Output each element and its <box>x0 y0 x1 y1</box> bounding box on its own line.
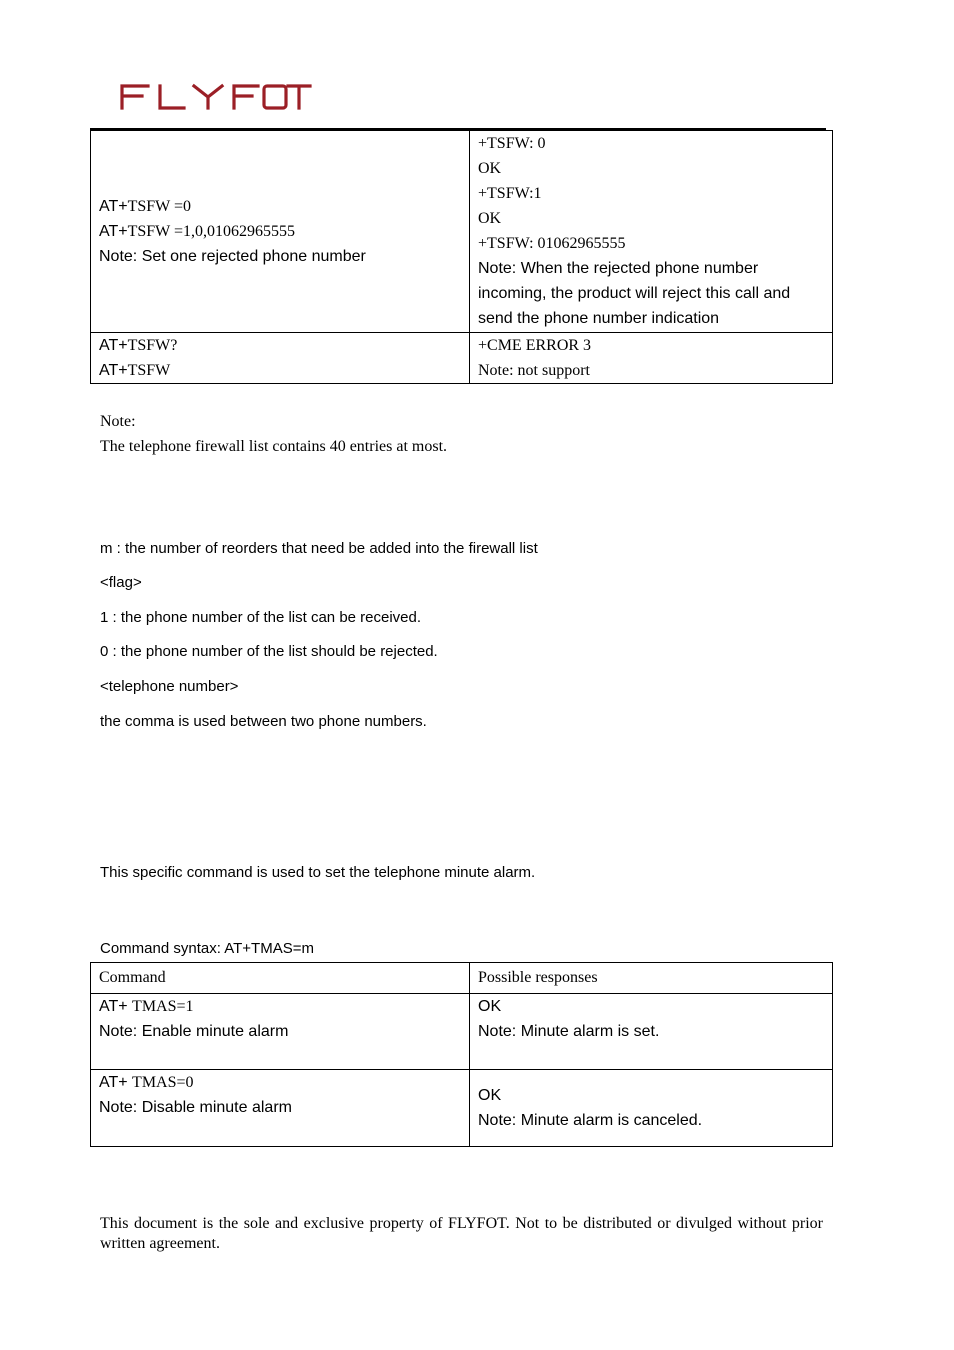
param-flag-label: <flag> <box>100 574 142 591</box>
param-m-desc: m : the number of reorders that need be added into the firewall list <box>100 540 538 557</box>
command-note: Note: Enable minute alarm <box>99 1023 289 1040</box>
footer-disclaimer: This document is the sole and exclusive property of FLYFOT. Not to be distributed or divulged without prior written agreement. <box>100 1215 823 1252</box>
response-cell <box>470 994 833 1070</box>
table-row <box>91 994 833 1070</box>
command-text: AT+ <box>99 223 128 240</box>
command-text: AT+ <box>99 998 133 1015</box>
flyfot-logo <box>118 82 312 112</box>
response-cell <box>470 333 833 384</box>
response-line: OK <box>478 210 502 227</box>
param-tel-label: <telephone number> <box>100 678 239 695</box>
response-line: +TSFW:1 <box>478 185 542 202</box>
command-value: TSFW =0 <box>127 198 192 215</box>
table-header-row <box>91 963 833 994</box>
response-line: +TSFW: 01062965555 <box>478 235 626 252</box>
tmas-description: This specific command is used to set the telephone minute alarm. <box>100 864 536 881</box>
col-command-header: Command <box>91 963 470 994</box>
command-value: TSFW? <box>127 337 178 354</box>
param-flag-0: 0 : the phone number of the list should be rejected. <box>100 643 438 660</box>
response-cell <box>470 131 833 333</box>
command-note: Note: Set one rejected phone number <box>99 248 366 265</box>
response-line: Note: not support <box>478 362 590 379</box>
table-row <box>91 1070 833 1147</box>
response-ok: OK <box>478 998 502 1015</box>
command-cell <box>91 333 470 384</box>
command-text: AT+ <box>99 362 128 379</box>
table-row <box>91 131 833 333</box>
command-cell <box>91 994 470 1070</box>
note-text: The telephone firewall list contains 40 entries at most. <box>100 438 448 455</box>
tmas-table <box>90 962 833 1147</box>
command-value: TMAS=1 <box>132 998 194 1015</box>
response-line: OK <box>478 160 502 177</box>
response-cell <box>470 1070 833 1147</box>
command-text: AT+ <box>99 1074 133 1091</box>
col-responses-header: Possible responses <box>470 963 833 994</box>
command-cell <box>91 1070 470 1147</box>
response-line: +CME ERROR 3 <box>478 337 592 354</box>
response-line: +TSFW: 0 <box>478 135 546 152</box>
command-text: AT+ <box>99 198 128 215</box>
tsfw-table <box>90 130 833 384</box>
param-tel-desc: the comma is used between two phone numbers. <box>100 713 427 730</box>
note-label: Note: <box>100 413 136 430</box>
param-flag-1: 1 : the phone number of the list can be received. <box>100 609 422 626</box>
response-note: Note: When the rejected phone number incoming, the product will reject this call and send the phone number indication <box>478 260 791 327</box>
tmas-syntax: Command syntax: AT+TMAS=m <box>100 940 314 957</box>
table-row <box>91 333 833 384</box>
command-text: AT+ <box>99 337 128 354</box>
response-ok: OK <box>478 1087 502 1104</box>
command-value: TMAS=0 <box>132 1074 194 1091</box>
command-value: TSFW =1,0,01062965555 <box>127 223 296 240</box>
command-note: Note: Disable minute alarm <box>99 1099 292 1116</box>
response-note: Note: Minute alarm is canceled. <box>478 1112 703 1129</box>
command-cell <box>91 131 470 333</box>
command-value: TSFW <box>127 362 171 379</box>
response-note: Note: Minute alarm is set. <box>478 1023 660 1040</box>
